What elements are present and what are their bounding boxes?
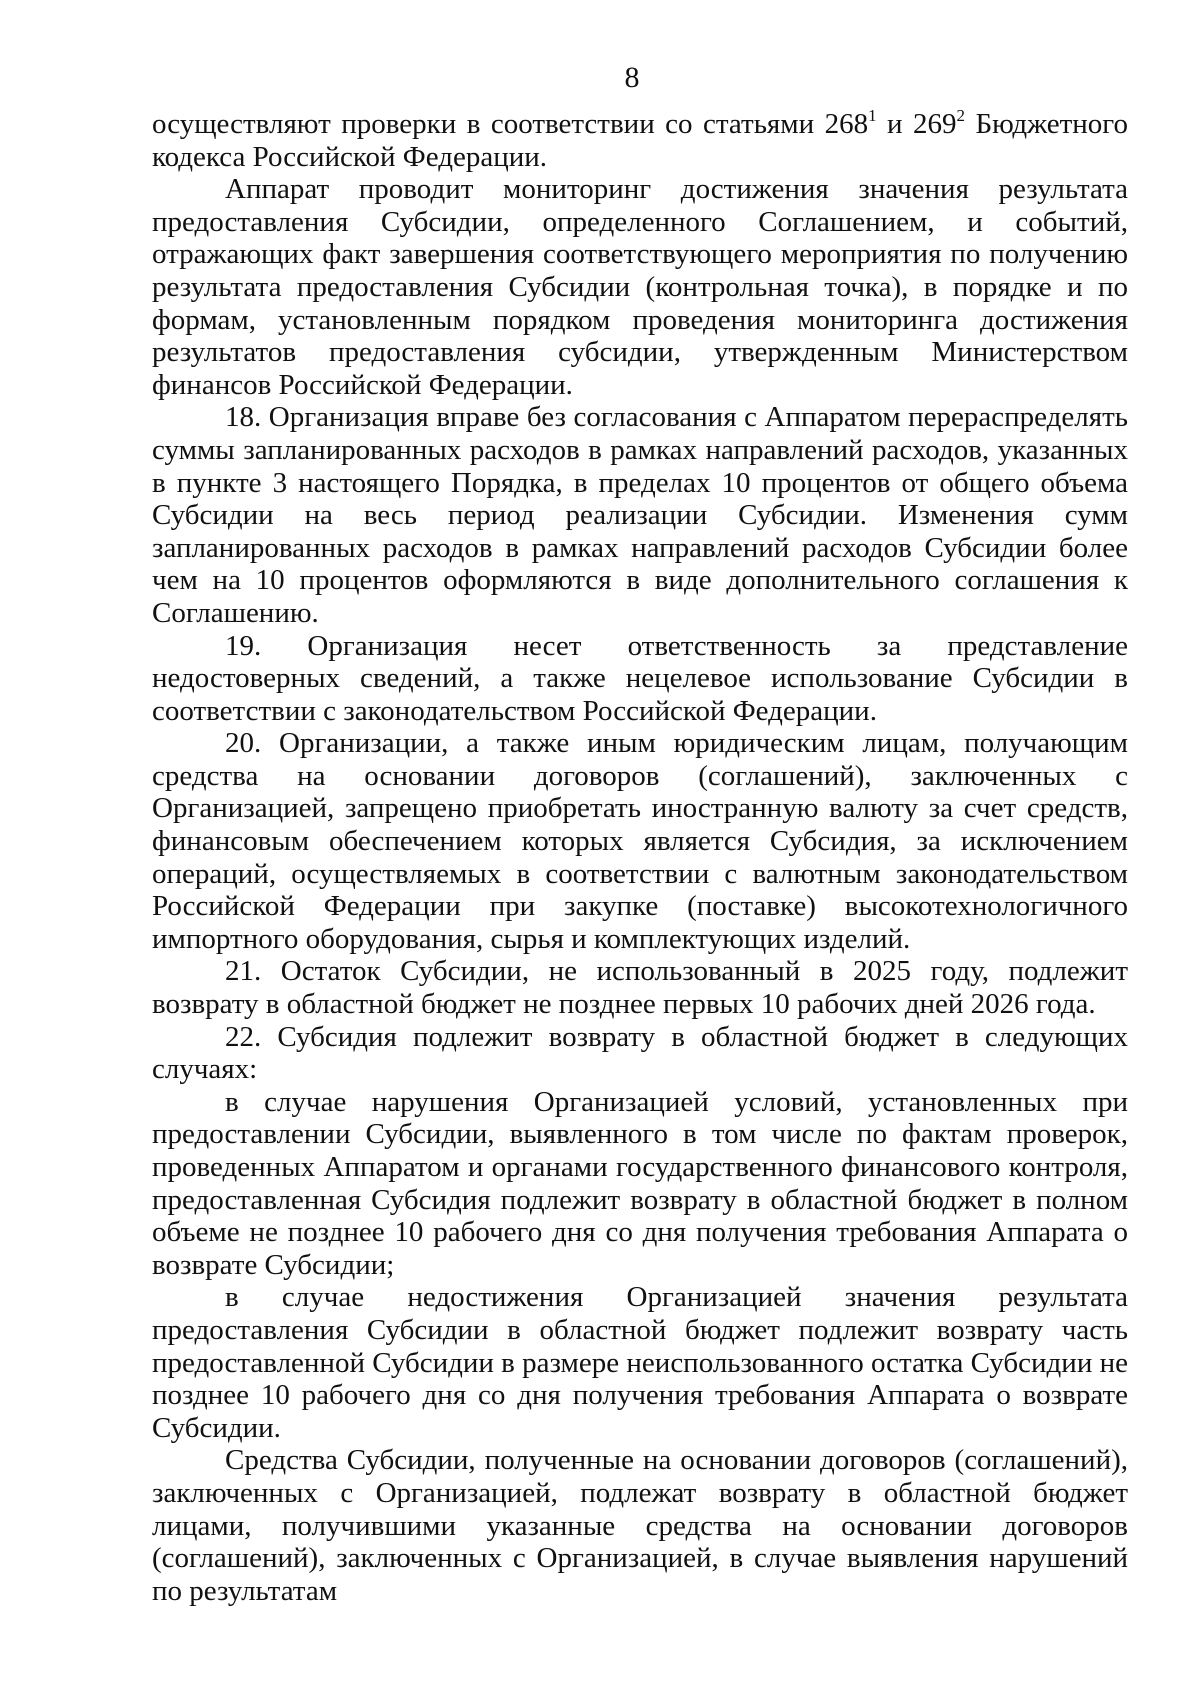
footnote-superscript: 1 xyxy=(868,106,877,125)
paragraph-case-violation: в случае нарушения Организацией условий, установленных при предоставлении Субсидии, выявленного в том числе по фактам проверок, проведенных Аппаратом и органами государственного финансового контроля, предоставленная Субсидия подлежит возврату в областной бюджет в полном объеме не позднее 10 рабочего дня со дня получения требования Аппарата о возврате Субсидии; xyxy=(152,1085,1128,1281)
footnote-superscript: 2 xyxy=(956,106,966,125)
paragraph-item-22: 22. Субсидия подлежит возврату в областной бюджет в следующих случаях: xyxy=(152,1020,1128,1086)
page-number: 8 xyxy=(624,61,640,94)
paragraph-continuation xyxy=(152,108,1128,173)
paragraph-contract-funds: Средства Субсидии, полученные на основании договоров (соглашений), заключенных с Организацией, подлежат возврату в областной бюджет лицами, получившими указанные средства на основании договоров (соглашений), заключенных с Организацией, в случае выявления нарушений по результатам xyxy=(152,1444,1128,1607)
document-body xyxy=(152,108,1128,1607)
paragraph-item-19: 19. Организация несет ответственность за представление недостоверных сведений, а также нецелевое использование Субсидии в соответствии с законодательством Российской Федерации. xyxy=(152,629,1128,727)
paragraph-item-21: 21. Остаток Субсидии, не использованный в 2025 году, подлежит возврату в областной бюджет не позднее первых 10 рабочих дней 2026 года. xyxy=(152,955,1128,1021)
paragraph-item-18: 18. Организация вправе без согласования с Аппаратом перераспределять суммы запланированных расходов в рамках направлений расходов, указанных в пункте 3 настоящего Порядка, в пределах 10 процентов от общего объема Субсидии на весь период реализации Субсидии. Изменения сумм запланированных расходов в рамках направлений расходов Субсидии более чем на 10 процентов оформляются в виде дополнительного соглашения к Соглашению. xyxy=(152,401,1128,629)
paragraph-text-start: осуществляют проверки в соответствии со статьями 268 xyxy=(152,108,869,140)
paragraph-item-20: 20. Организации, а также иным юридическим лицам, получающим средства на основании договоров (соглашений), заключенных с Организацией, запрещено приобретать иностранную валюту за счет средств, финансовым обеспечением которых является Субсидия, за исключением операций, осуществляемых в соответствии с валютным законодательством Российской Федерации при закупке (поставке) высокотехнологичного импортного оборудования, сырья и комплектующих изделий. xyxy=(152,727,1128,955)
paragraph-text-end: Бюджетного кодекса Российской Федерации. xyxy=(152,108,1128,173)
paragraph-monitoring: Аппарат проводит мониторинг достижения значения результата предоставления Субсидии, определенного Соглашением, и событий, отражающих факт завершения соответствующего мероприятия по получению результата предоставления Субсидии (контрольная точка), в порядке и по формам, установленным порядком проведения мониторинга достижения результатов предоставления субсидии, утвержденным Министерством финансов Российской Федерации. xyxy=(152,173,1128,401)
paragraph-case-not-achieved: в случае недостижения Организацией значения результата предоставления Субсидии в областной бюджет подлежит возврату часть предоставленной Субсидии в размере неиспользованного остатка Субсидии не позднее 10 рабочего дня со дня получения требования Аппарата о возврате Субсидии. xyxy=(152,1281,1128,1444)
paragraph-text-middle: и 269 xyxy=(876,108,957,140)
